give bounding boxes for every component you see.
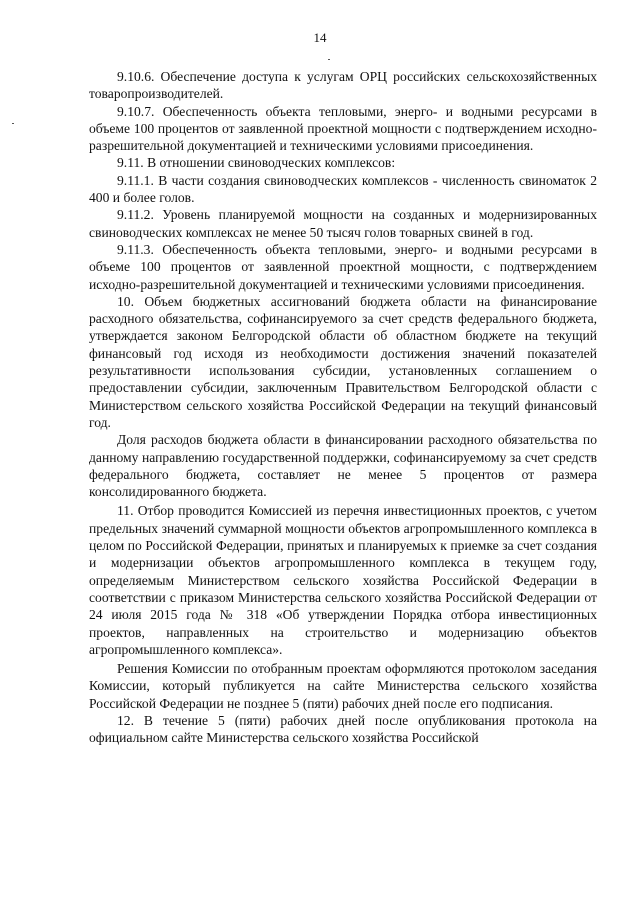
paragraph-9-11-1: 9.11.1. В части создания свиноводческих комплексов - численность свиноматок 2 400 и более голов. bbox=[89, 172, 597, 206]
paragraph-12: 12. В течение 5 (пяти) рабочих дней после опубликования протокола на официальном сайте Министерства сельского хозяйства Российской bbox=[89, 712, 597, 746]
document-body bbox=[89, 68, 597, 747]
paragraph-9-11-3: 9.11.3. Обеспеченность объекта тепловыми, энерго- и водными ресурсами в объеме 100 процентов от заявленной проектной мощности, с подтверждением исходно-разрешительной документацией и техническими условиями присоединения. bbox=[89, 241, 597, 292]
page-number: 14 bbox=[313, 30, 327, 45]
scan-speck bbox=[328, 59, 330, 60]
paragraph-9-11: 9.11. В отношении свиноводческих комплексов: bbox=[117, 155, 396, 171]
paragraph-10: 10. Объем бюджетных ассигнований бюджета области на финансирование расходного обязательства, софинансируемого за счет средств федерального бюджета, утверждается законом Белгородской области об областном бюджете на текущий финансовый год исходя из необходимости достижения значений показателей результативности использования субсидии, установленных соглашением о предоставлении субсидии, заключенным Правительством Белгородской области с Министерством сельского хозяйства Российской Федерации на текущий финансовый год. bbox=[89, 293, 597, 430]
paragraph-commission-decisions: Решения Комиссии по отобранным проектам оформляются протоколом заседания Комиссии, который публикуется на сайте Министерства сельского хозяйства Российской Федерации не позднее 5 (пяти) рабочих дней после его подписания. bbox=[89, 661, 597, 711]
paragraph-9-10-6: 9.10.6. Обеспечение доступа к услугам ОРЦ российских сельскохозяйственных товаропроизводителей. bbox=[89, 69, 597, 102]
scan-speck bbox=[12, 123, 14, 124]
paragraph-9-10-7: 9.10.7. Обеспеченность объекта тепловыми, энерго- и водными ресурсами в объеме 100 процентов от заявленной проектной мощности с подтверждением исходно-разрешительной документацией и техническими условиями присоединения. bbox=[89, 103, 597, 154]
paragraph-budget-share: Доля расходов бюджета области в финансировании расходного обязательства по данному направлению государственной поддержки, софинансируемому за счет средств федерального бюджета, составляет не менее 5 процентов от размера консолидированного бюджета. bbox=[89, 432, 597, 500]
paragraph-9-11-2: 9.11.2. Уровень планируемой мощности на созданных и модернизированных свиноводческих комплексах не менее 50 тысяч голов товарных свиней в год. bbox=[89, 207, 597, 240]
paragraph-11: 11. Отбор проводится Комиссией из перечня инвестиционных проектов, с учетом предельных значений суммарной мощности объектов агропромышленного комплекса в целом по Российской Федерации, принятых и планируемых к приемке за счет создания и модернизации объектов агропромышленного комплекса в текущем году, определяемым Министерством сельского хозяйства Российской Федерации в соответствии с приказом Министерства сельского хозяйства Российской Федерации от 24 июля 2015 года № 318 «Об утверждении Порядка отбора инвестиционных проектов, направленных на строительство и модернизацию объектов агропромышленного комплекса». bbox=[89, 503, 597, 657]
